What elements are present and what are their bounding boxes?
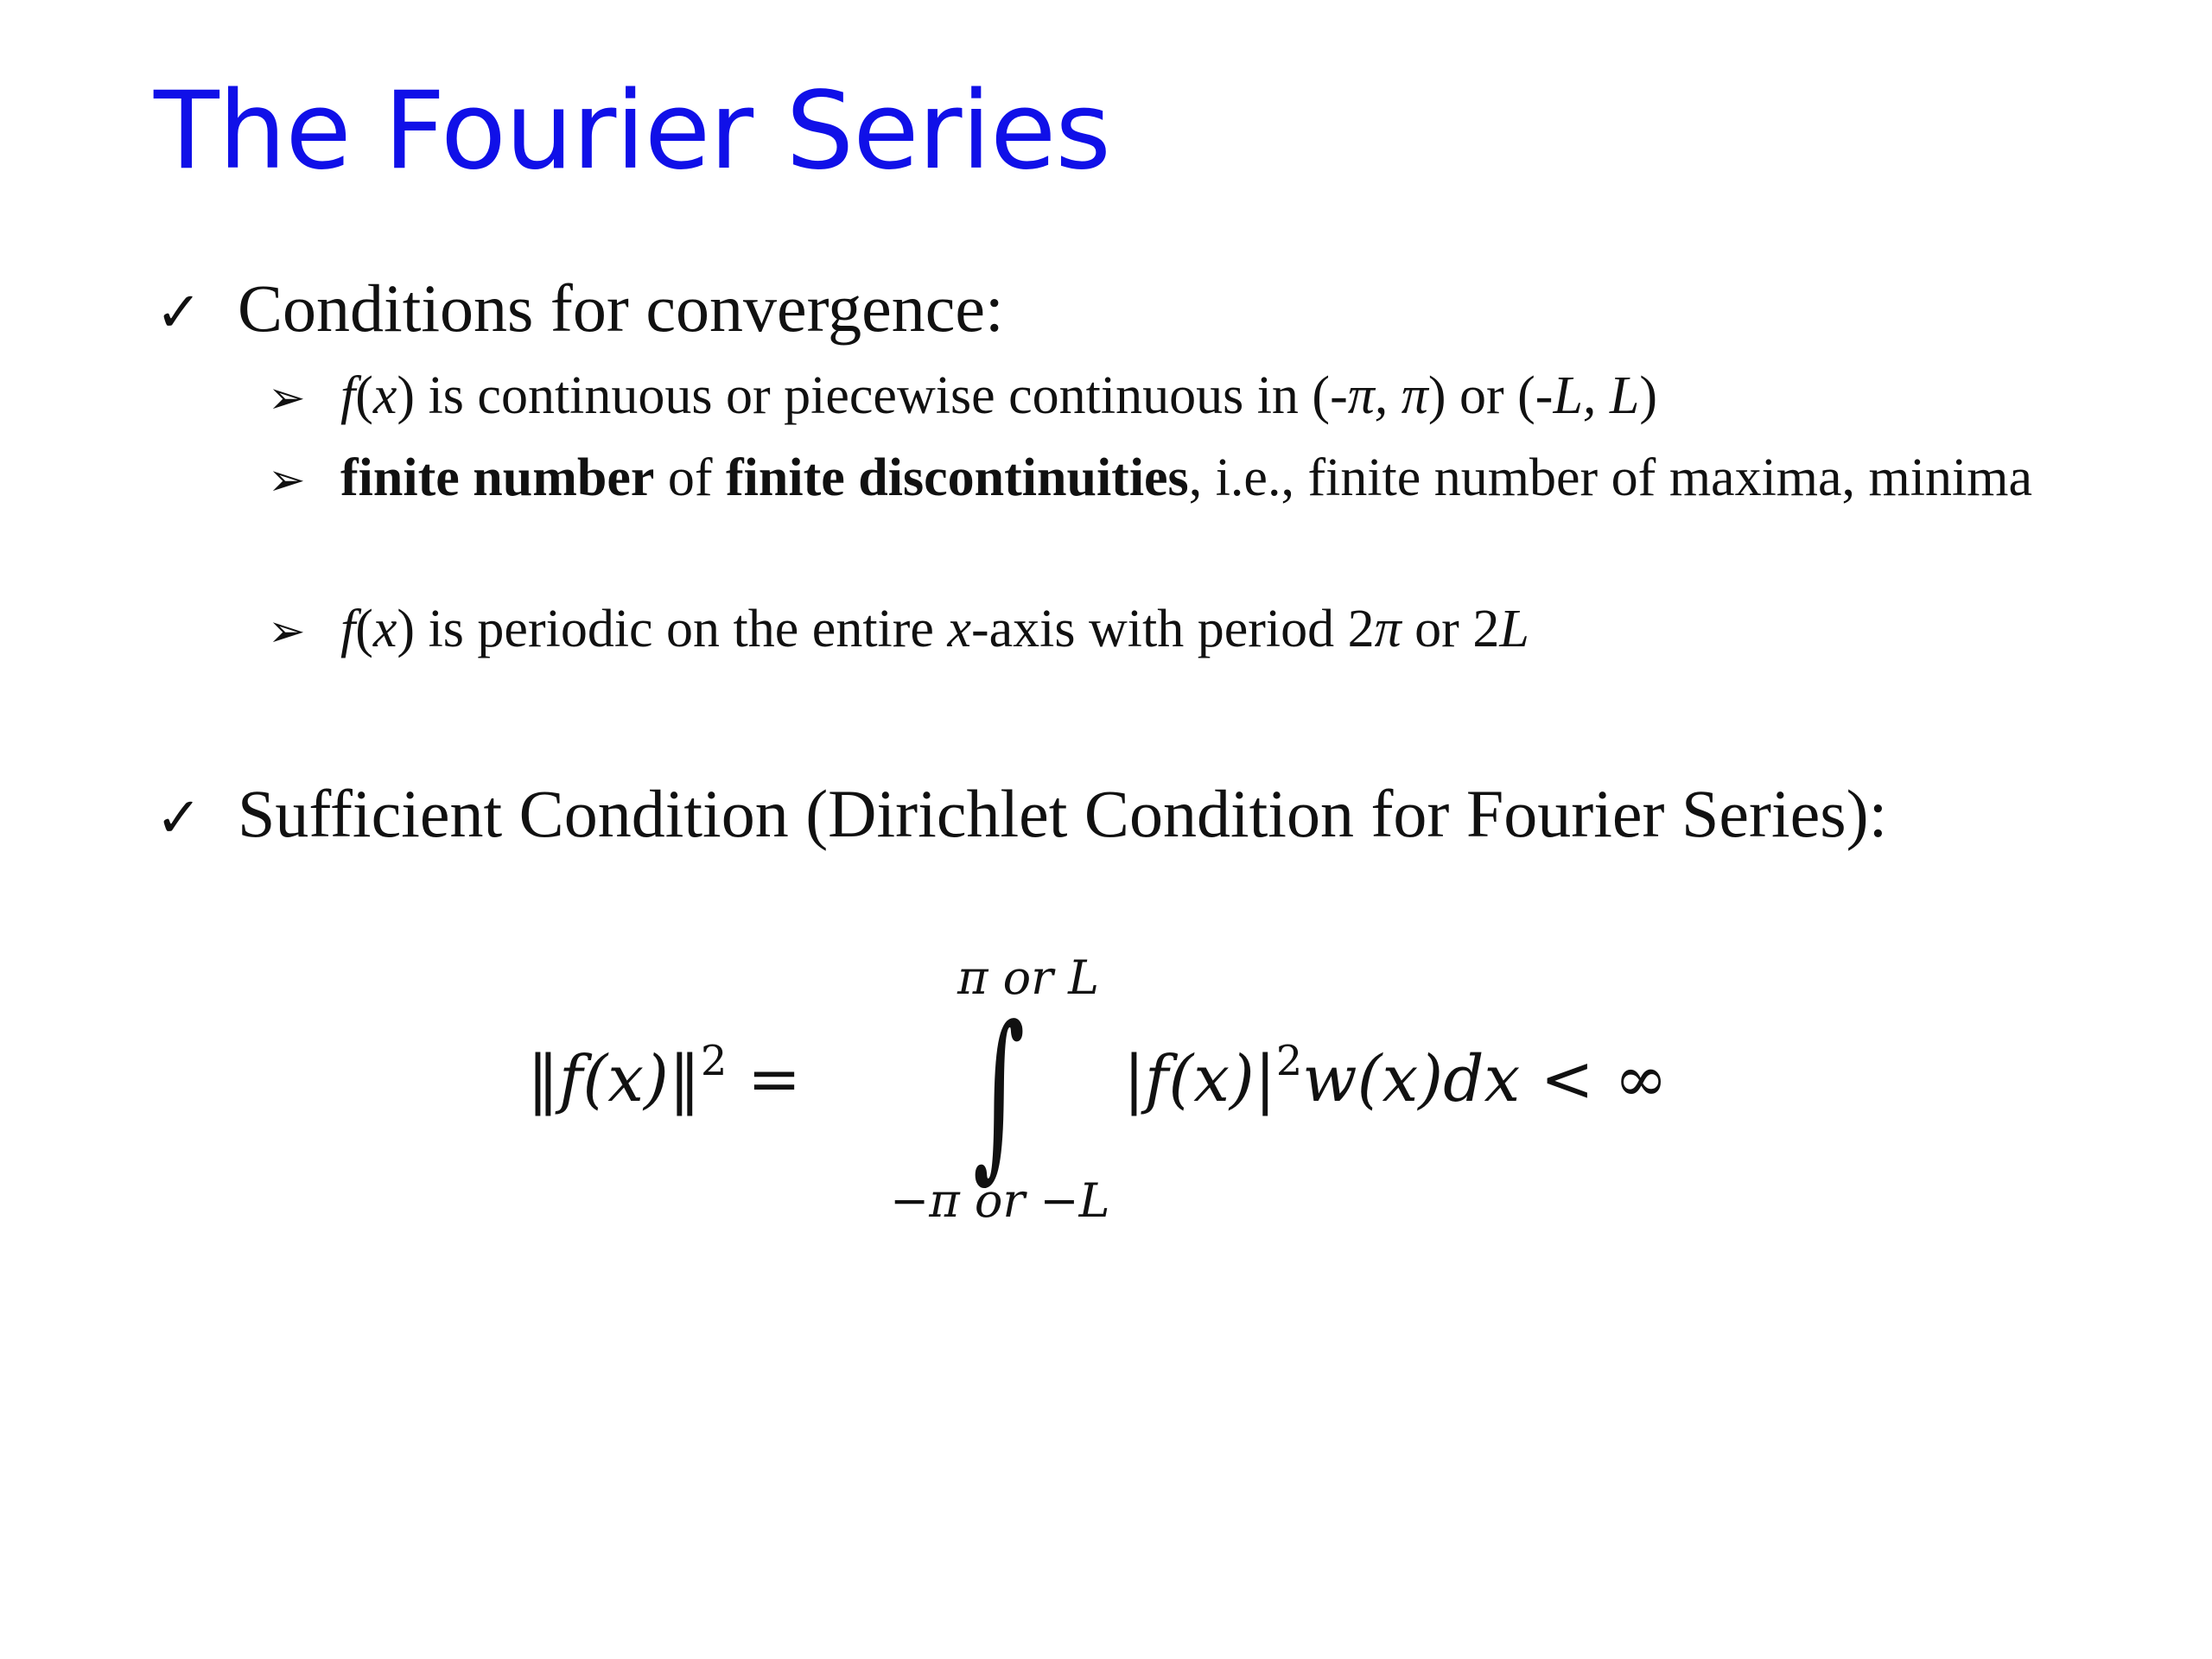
periodic-text-1: ) is periodic on the entire	[397, 600, 948, 658]
continuity-text-1: ) is continuous or piecewise continuous in (-	[397, 366, 1348, 425]
bullet-convergence	[156, 268, 1004, 349]
formula-lhs	[527, 1037, 801, 1116]
L-period: L	[1499, 600, 1529, 658]
integral-sign: ∫	[973, 987, 1026, 1198]
integrand-abs: |f(x)|	[1123, 1042, 1276, 1116]
equals-sign: =	[727, 1042, 801, 1116]
norm-expression: ‖f(x)‖	[527, 1042, 701, 1116]
periodic-text-3: or 2	[1401, 600, 1500, 658]
sub-bullet-continuity-text: f(x) is continuous or piecewise continuous in (-π, π) or (-L, L)	[340, 366, 1658, 425]
discontinuities-mid: of	[654, 448, 727, 507]
sub-bullet-continuity	[268, 363, 1657, 430]
pi-interval: π, π	[1347, 366, 1428, 425]
variable-x: x	[372, 600, 397, 658]
bold-finite-number: finite number	[340, 448, 655, 507]
bold-finite-discontinuities: finite discontinuities	[726, 448, 1189, 507]
variable-x: x	[372, 366, 397, 425]
norm-power: 2	[700, 1037, 728, 1085]
variable-x-axis: x	[947, 600, 971, 658]
discontinuities-rest: , i.e., finite number of maxima, minima	[1188, 448, 2032, 507]
sub-bullet-discontinuities	[268, 445, 2103, 512]
function-symbol: f	[340, 600, 356, 658]
sub-bullet-discontinuities-text	[340, 445, 2103, 512]
integral-lower-limit: −π or −L	[890, 1173, 1110, 1228]
check-icon: ✓	[156, 281, 202, 345]
bullet-sufficient	[156, 773, 1887, 855]
bullet-sufficient-heading: Sufficient Condition (Dirichlet Condition for Fourier Series):	[238, 776, 1888, 851]
check-icon: ✓	[156, 786, 202, 850]
integrand-rest: w(x)dx < ∞	[1302, 1042, 1668, 1116]
formula-integrand	[1123, 1037, 1668, 1116]
sub-bullet-periodic-text: f(x) is periodic on the entire x-axis with period 2π or 2L	[340, 600, 1529, 658]
periodic-text-2: -axis with period 2	[970, 600, 1375, 658]
continuity-text-3: )	[1639, 366, 1658, 425]
arrow-bullet-icon: ➢	[268, 454, 306, 506]
function-symbol: f	[340, 366, 356, 425]
arrow-bullet-icon: ➢	[268, 372, 306, 424]
bullet-convergence-heading: Conditions for convergence:	[238, 270, 1004, 346]
arrow-bullet-icon: ➢	[268, 606, 306, 658]
slide-title: The Fourier Series	[154, 69, 1110, 194]
integrand-power: 2	[1275, 1037, 1303, 1085]
sub-bullet-periodic	[268, 596, 1529, 664]
dirichlet-formula	[0, 933, 2212, 1244]
L-interval: L, L	[1553, 366, 1640, 425]
continuity-text-2: ) or (-	[1427, 366, 1554, 425]
integral-upper-limit: π or L	[957, 950, 1100, 1005]
pi-period: π	[1374, 600, 1402, 658]
